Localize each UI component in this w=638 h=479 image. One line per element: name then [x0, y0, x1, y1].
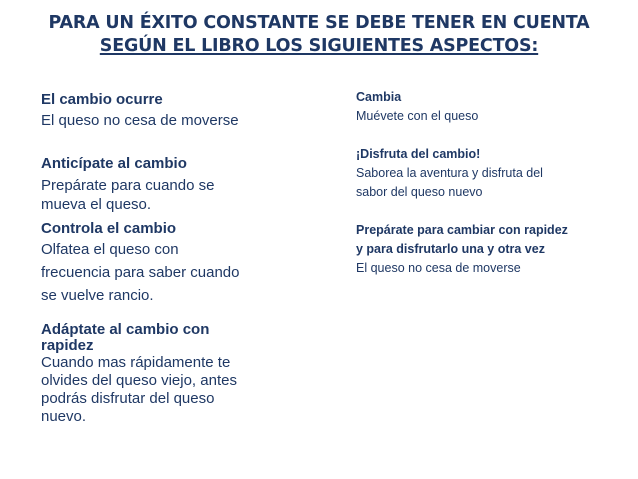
aspect-text: Cuando mas rápidamente te: [41, 354, 231, 371]
slide-title: [0, 12, 638, 58]
aspect-heading: Controla el cambio: [41, 220, 177, 237]
right-column: [356, 88, 606, 278]
aspect-heading: Anticípate al cambio: [41, 155, 187, 172]
left-column: [41, 90, 267, 426]
aspect-block-3: [41, 219, 267, 307]
aspect-text: El queso no cesa de moverse: [41, 112, 239, 129]
aspect-text: se vuelve rancio.: [41, 287, 154, 304]
right-text: sabor del queso nuevo: [356, 185, 483, 199]
aspect-text: olvides del queso viejo, antes: [41, 372, 237, 389]
right-text: El queso no cesa de moverse: [356, 261, 521, 275]
right-block-2: [356, 145, 606, 202]
aspect-block-4: [41, 322, 267, 426]
right-text: Muévete con el queso: [356, 109, 479, 123]
title-line-2: SEGÚN EL LIBRO LOS SIGUIENTES ASPECTOS:: [99, 36, 539, 56]
aspect-block-1: [41, 90, 267, 132]
aspect-text: Prepárate para cuando se: [41, 177, 215, 194]
right-block-1: [356, 88, 606, 126]
aspect-text: Olfatea el queso con: [41, 241, 179, 258]
aspect-block-2: [41, 154, 267, 214]
aspect-heading: Adáptate al cambio con: [41, 321, 210, 338]
right-heading: ¡Disfruta del cambio!: [356, 147, 481, 161]
aspect-heading: rapidez: [41, 337, 94, 354]
right-block-3: [356, 221, 606, 278]
aspect-text: podrás disfrutar del queso: [41, 390, 215, 407]
right-text: Saborea la aventura y disfruta del: [356, 166, 543, 180]
right-heading: Prepárate para cambiar con rapidez: [356, 223, 568, 237]
aspect-text: mueva el queso.: [41, 196, 152, 213]
right-heading: Cambia: [356, 90, 402, 104]
title-line-1: PARA UN ÉXITO CONSTANTE SE DEBE TENER EN CUENTA: [48, 13, 590, 33]
right-heading: y para disfrutarlo una y otra vez: [356, 242, 545, 256]
aspect-text: frecuencia para saber cuando: [41, 264, 240, 281]
aspect-heading: El cambio ocurre: [41, 91, 163, 108]
aspect-text: nuevo.: [41, 408, 87, 425]
